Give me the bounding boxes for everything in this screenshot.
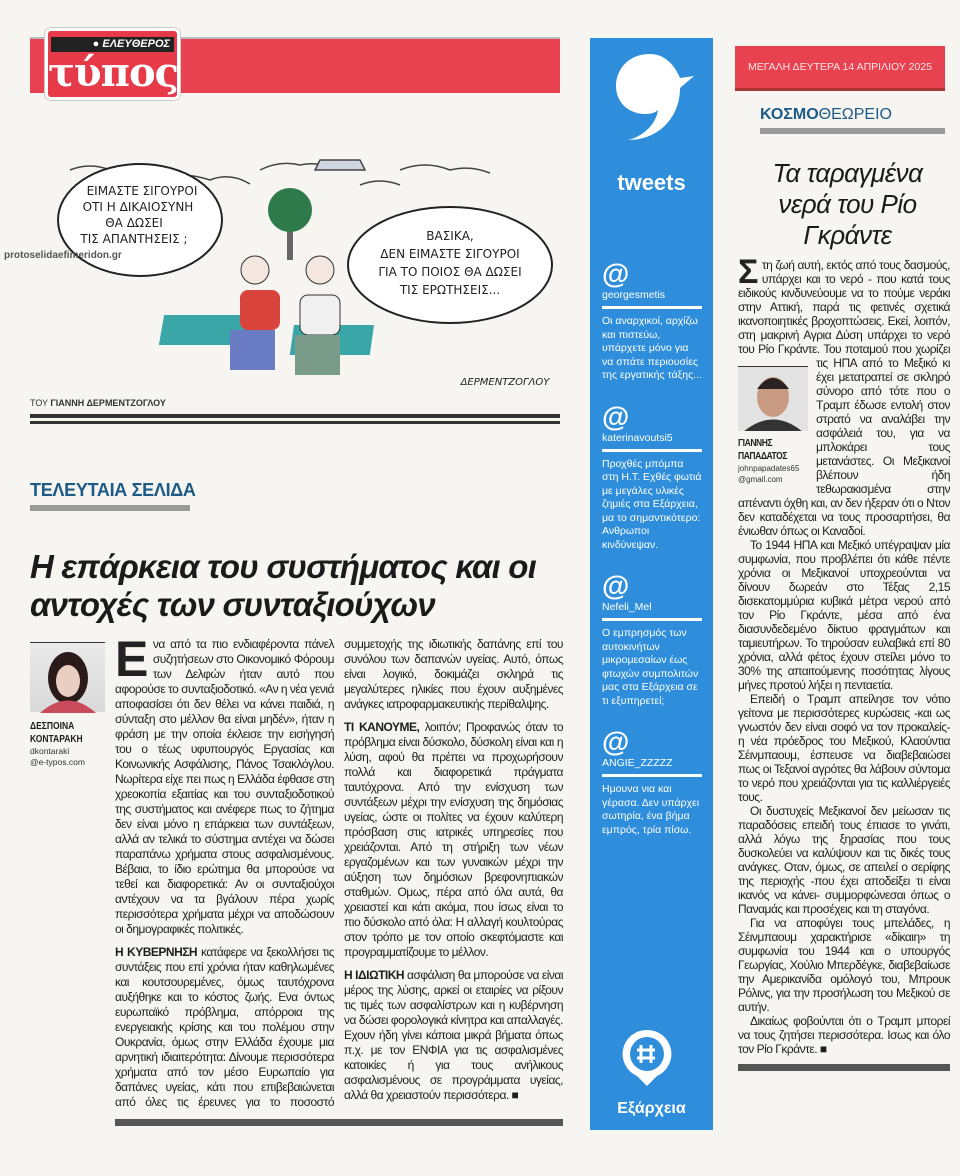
paragraph-text: τη ζωή αυτή, εκτός από τους δασμούς, υπάρχει και το νερό - που κατά τους ειδικούς κινδυνεύουμε να το πούμε νεράκι στην Αττική, παρά τις φετινές σχετικά ικανοποιητικές βροχοπτώσεις. Εκεί, λοιπόν, στη μακρινή Αγρια Δύση υπάρχει το νερό του Ρίο Γκράντε. Του ποταμού που χωρίζει τις ΗΠΑ από το Μεξικό κι έχει μετατραπεί σε σκληρό σύνορο από τότε που ο Τραμπ έδωσε εντολή στον στρατό να αναλάβει την ασφάλειά του, για να μπλοκάρει τους μετανάστες. Οι Μεξικανοί βλέπουν ήδη τεθωρακισμένα στην απέναντι όχθη και, αν δεν ήξεραν ότι ο Ντον δεν καταδέχεται να τους προσαρτήσει, θα ένιωθαν όπως οι Καναδοί. [738, 258, 950, 538]
paragraph: Για να αποφύγει τους μπελάδες, η Σέινμπαουμ χαρακτήρισε «δίκαιη» τη συμφωνία του 1944 και ο υπουργός Γεωργίας, Χούλιο Μπερδέγκε, διαβεβαίωσε την Αμερικανίδα ομόλογό του, Μπρουκ Ρόλινς, για την προσήλωση του Μεξικού σε αυτήν. [738, 916, 950, 1014]
column-section-label [760, 106, 892, 124]
bubble-left-line: ΤΙΣ ΑΠΑΝΤΗΣΕΙΣ ; [80, 232, 188, 246]
tweet-user: Nefeli_Mel [602, 600, 702, 621]
bubble-left-line: ΘΑ ΔΩΣΕΙ [105, 216, 163, 230]
hashtag-pin-icon [620, 1028, 674, 1088]
tweet-text: Οι αναρχικοί, αρχίζω και πιστεύω, υπάρχετε μόνο για να σπάτε περιουσίες της εργατικής τάξης... [602, 315, 702, 381]
paragraph: Δικαίως φοβούνται ότι ο Τραμπ μπορεί να τους ζητήσει περισσότερα. Ισως και όλο τον Ρίο Γκράντε. ■ [738, 1014, 950, 1056]
tweet-list [602, 260, 702, 857]
paragraph-text: λοιπόν; Προφανώς όταν το πρόβλημα είναι δύσκολο, δύσκολη είναι και η λύση, αφού θα πρέπει να προχωρήσουν πολλά και διαφορετικά πράγματα ταυτόχρονα. Από την ενίσχυση των συντάξεων μέχρι την ενίσχυση της δημόσιας υγείας, ώστε οι πολίτες να έχουν καλύτερη πρόσβαση στις ιατρικές υπηρεσίες που χρειάζονται. Από τη στήριξη των νέων εργαζομένων και των γυναικών μέχρι την αύξηση των δημόσιων βρεφονηπιακών σταθμών. Ομως, πέρα από όλα αυτά, θα χρειαστεί και κάτι ακόμα, που ίσως είναι το πιο δύσκολο από όλα: Η αλλαγή κουλτούρας στον τρόπο με τον οποίο σκεφτόμαστε και προγραμματίζουμε το μέλλον. [344, 720, 563, 959]
cartoon-illustration [30, 140, 560, 395]
tweet-item [602, 260, 702, 383]
column-body [738, 253, 950, 1056]
hashtag-label: Εξάρχεια [617, 1100, 686, 1117]
tree [268, 188, 312, 260]
paragraph-lead: Η ΚΥΒΕΡΝΗΣΗ [115, 945, 198, 959]
section-light: ΘΕΩΡΕΙΟ [818, 106, 892, 123]
bubble-right-line: ΤΙΣ ΕΡΩΤΗΣΕΙΣ... [399, 283, 501, 297]
paragraph: Το 1944 ΗΠΑ και Μεξικό υπέγραψαν μία συμφωνία, που προβλέπει ότι κάθε πέντε χρόνια οι Μεξικανοί υποχρεούνται να δίνουν δωρεάν στο Τέξας 2,15 δισεκατομμύρια κυβικά μέτρα νερού από τον Ρίο Γκράντε, μέσα από ένα διασυνδεδεμένο δίκτυο φραγμάτων και ταμιευτήρων. Το τηρούσαν ευλαβικά επί 80 χρόνια, αλλά φέτος έχουν στείλει μόνο το 30% της απαιτούμενης ποσότητας λίγους μήνες προτού λήξει η πενταετία. [738, 538, 950, 692]
author-first-name: ΔΕΣΠΟΙΝΑ [30, 721, 75, 732]
paragraph-lead: ΤΙ ΚΑΝΟΥΜΕ, [344, 720, 420, 734]
bubble-right-line: ΓΙΑ ΤΟ ΠΟΙΟΣ ΘΑ ΔΩΣΕΙ [378, 265, 522, 279]
paragraph-lead: Η ΙΔΙΩΤΙΚΗ [344, 968, 405, 982]
author-byline [30, 720, 110, 768]
paragraph [115, 631, 334, 937]
author-email: @e-typos.com [30, 757, 85, 767]
tweet-bird-logo-icon [602, 44, 698, 154]
newspaper-logo [45, 28, 180, 100]
author-photo [30, 642, 105, 712]
tweet-item [602, 728, 702, 837]
at-icon: @ [602, 570, 630, 601]
columnist-box [738, 362, 810, 485]
figures [230, 256, 340, 375]
tweet-text: Ο εμπρησμός των αυτοκινήτων μικρομεσαίων έως φτωχών συμπολιτών μας στα Εξάρχεια σε τι εξυπηρετεί; [602, 627, 699, 707]
at-icon: @ [602, 400, 630, 432]
watermark: protoselidaefimeridon.gr [4, 250, 122, 261]
author-last-name: ΚΟΝΤΑΡΑΚΗ [30, 734, 83, 745]
cartoon-signature: ΔΕΡΜΕΝΤΖΟΓΛΟΥ [460, 377, 550, 388]
section-label: ΤΕΛΕΥΤΑΙΑ ΣΕΛΙΔΑ [30, 480, 196, 500]
divider [30, 414, 560, 424]
author-handle: dkontaraki [30, 746, 70, 756]
tweets-title: tweets [617, 170, 686, 195]
bubble-left-line: ΕΙΜΑΣΤΕ ΣΙΓΟΥΡΟΙ [86, 184, 198, 198]
section-bold: ΚΟΣΜΟ [760, 106, 819, 123]
paragraph-text: ασφάλιση θα μπορούσε να είναι μέρος της λύσης, αρκεί οι εταιρίες να ρίξουν τις τιμές των ασφαλίστρων και η κυβέρνηση να δώσει φορολογικά κίνητρα και απαλλαγές. Εχουν ήδη γίνει κάποια μικρά βήματα όπως π.χ. με τον ΕΝΦΙΑ για τις ασφαλισμένες κατοικίες ή για τους ανήλικους ασφαλισμένους σε προγράμματα υγείας, αλλά θα χρειαστούν περισσότερα. ■ [344, 968, 563, 1102]
bubble-right-line: ΔΕΝ ΕΙΜΑΣΤΕ ΣΙΓΟΥΡΟΙ [380, 247, 520, 261]
columnist-portrait [738, 366, 808, 431]
tweets-column [590, 38, 713, 1130]
columnist-email: @gmail.com [738, 475, 783, 484]
paragraph: Οι δυστυχείς Μεξικανοί δεν μείωσαν τις παραδόσεις επειδή τους έπιασε το γινάτι, αλλά λόγω της ξηρασίας που τους δυσκολεύει να καλύψουν και τις δικές τους ανάγκες. Οταν, όμως, σε απειλεί ο σερίφης της περιοχής -που έχει αποδείξει τι είναι ικανός να κάνει- συμμορφώνεσαι όπως ο Παναμάς και προσέχεις και τη σταγόνα. [738, 804, 950, 916]
tweet-item [602, 572, 702, 708]
date-banner: ΜΕΓΑΛΗ ΔΕΥΤΕΡΑ 14 ΑΠΡΙΛΙΟΥ 2025 [735, 46, 945, 91]
columnist-first-name: ΓΙΑΝΝΗΣ [738, 438, 773, 449]
tweet-item [602, 400, 702, 553]
bubble-left-line: ΟΤΙ Η ΔΙΚΑΙΟΣΥΝΗ [82, 200, 194, 214]
article-headline: Η επάρκεια του συστήματος και οι αντοχές των συνταξιούχων [30, 548, 536, 623]
logo-wordmark: τύπος [48, 49, 178, 96]
columnist-last-name: ΠΑΠΑΔΑΤΟΣ [738, 451, 788, 462]
tweet-user: katerinavoutsi5 [602, 431, 702, 452]
drop-cap: Σ [738, 253, 758, 291]
tweet-user: ANGIE_ZZZZZ [602, 756, 702, 777]
article-wrapper [115, 631, 563, 1126]
tweet-user: georgesmetis [602, 288, 702, 309]
caption-author: ΓΙΑΝΝΗ ΔΕΡΜΕΝΤΖΟΓΛΟΥ [50, 398, 166, 408]
author-portrait [30, 643, 105, 713]
logo-strip: ● ΕΛΕΥΘΕΡΟΣ [51, 37, 174, 52]
tweet-text: Ημουνα νια και γέρασα. Δεν υπάρχει σωτηρία, ένα βήμα εμπρός, τρία πίσω. [602, 783, 700, 836]
columnist-handle: johnpapadates65 [738, 464, 800, 473]
section-underline [30, 505, 190, 511]
column-wrapper [738, 253, 950, 1071]
paragraph-text: κατάφερε να ξεκολλήσει τις συντάξεις που επί χρόνια ήταν καθηλωμένες και κουτσουρεμένες, όμως ταυτόχρονα αυξήθηκε και το κόστος ζωής. Ενα όντως ευρωπαϊκό πρόβλημα, απόρροια της ενεργειακής κρίσης και του πολέμου στην Ουκρανία, όμως στην Ελλάδα έχουμε μια αρνητική ιδιαιτερότητα: Δίνουμε περισσότερα χρήματα από τον μέσο Ευρωπαίο για δαπάνες υγείας, κάτι που επιβεβαιώνεται από όλες τις έρευνες για το ποσοστό συμμετοχής της ιδιωτικής δαπάνης επί του συνόλου των δαπανών υγείας. Αυτό, όπως είναι λογικό, δοκιμάζει σκληρά τις μεγαλύτερες ηλικίες που έχουν αυξημένες ανάγκες ιατροφαρμακευτικής περίθαλψης. [115, 637, 563, 1109]
cartoon-caption [30, 398, 166, 408]
drop-cap: Ε [115, 631, 148, 687]
at-icon: @ [602, 258, 630, 289]
column-headline: Τα ταραγμένα νερά του Ρίο Γκράντε [772, 158, 923, 250]
bubble-right-line: ΒΑΣΙΚΑ, [426, 229, 474, 243]
paragraph: Επειδή ο Τραμπ απείλησε τον νότιο γείτονα με περισσότερες κυρώσεις -και ως γνωστόν δεν είναι σοφό να τον προκαλείς- η νέα πρόεδρος του Μεξικού, Κλαούντια Σέινμπαουμ, έσπευσε να διαβεβαιώσει πως οι Τεξανοί αγρότες θα λάβουν σύντομα το νερό που χρειάζονται για τις καλλιέργειές τους. [738, 692, 950, 804]
paragraph [738, 253, 950, 538]
paragraph [344, 720, 563, 960]
paragraph-text: να από τα πιο ενδιαφέροντα πάνελ συζητήσεων στο Οικονομικό Φόρουμ των Δελφών ήταν αυτό που αφορούσε το συνταξιοδοτικό. «Αν η νέα γενιά αποφασίσει ότι δεν θέλει να κάνει παιδιά, η σύνταξη στο μέλλον θα είναι μηδέν», ήταν η φράση με την οποία έκλεισε την εισήγησή του ο τέως υφυπουργός Εργασίας και Κοινωνικής Ασφάλισης, Πάνος Τσακλόγλου. Νωρίτερα είχε πει πως η Ελλάδα έφθασε στη χρεοκοπία εξαιτίας και του συνταξιοδοτικού της συστήματος και ανέφερε πως το ζήτημα δεν είναι μόνο η επάρκεια των συντάξεων, αλλά αν τελικά το σύστημα αντέχει να δώσει παραπάνω χρήματα στους ασφαλισμένους. Βέβαια, το ίδιο ερώτημα θα μπορούσε να τεθεί και διαφορετικά: Αν οι συνταξιούχοι αντέχουν να τα βγάλουν πέρα χωρίς περισσότερα χρήματα μέχρι να αποδώσουν οι δημογραφικές πολιτικές. [115, 637, 334, 936]
section-underline [760, 128, 945, 134]
tweet-text: Προχθές μπόμπα στη Η.Τ. Εχθές φωτιά με μεγάλες υλικές ζημιές στα Εξάρχεια, μα το σημαντικότερο: Ανθρωποι κινδύνεψαν. [602, 457, 702, 551]
bottom-rule [115, 1119, 563, 1126]
article-body [115, 631, 563, 1111]
paragraph [344, 968, 563, 1103]
bottom-rule [738, 1064, 950, 1071]
caption-prefix: ΤΟΥ [30, 398, 51, 408]
at-icon: @ [602, 726, 630, 757]
